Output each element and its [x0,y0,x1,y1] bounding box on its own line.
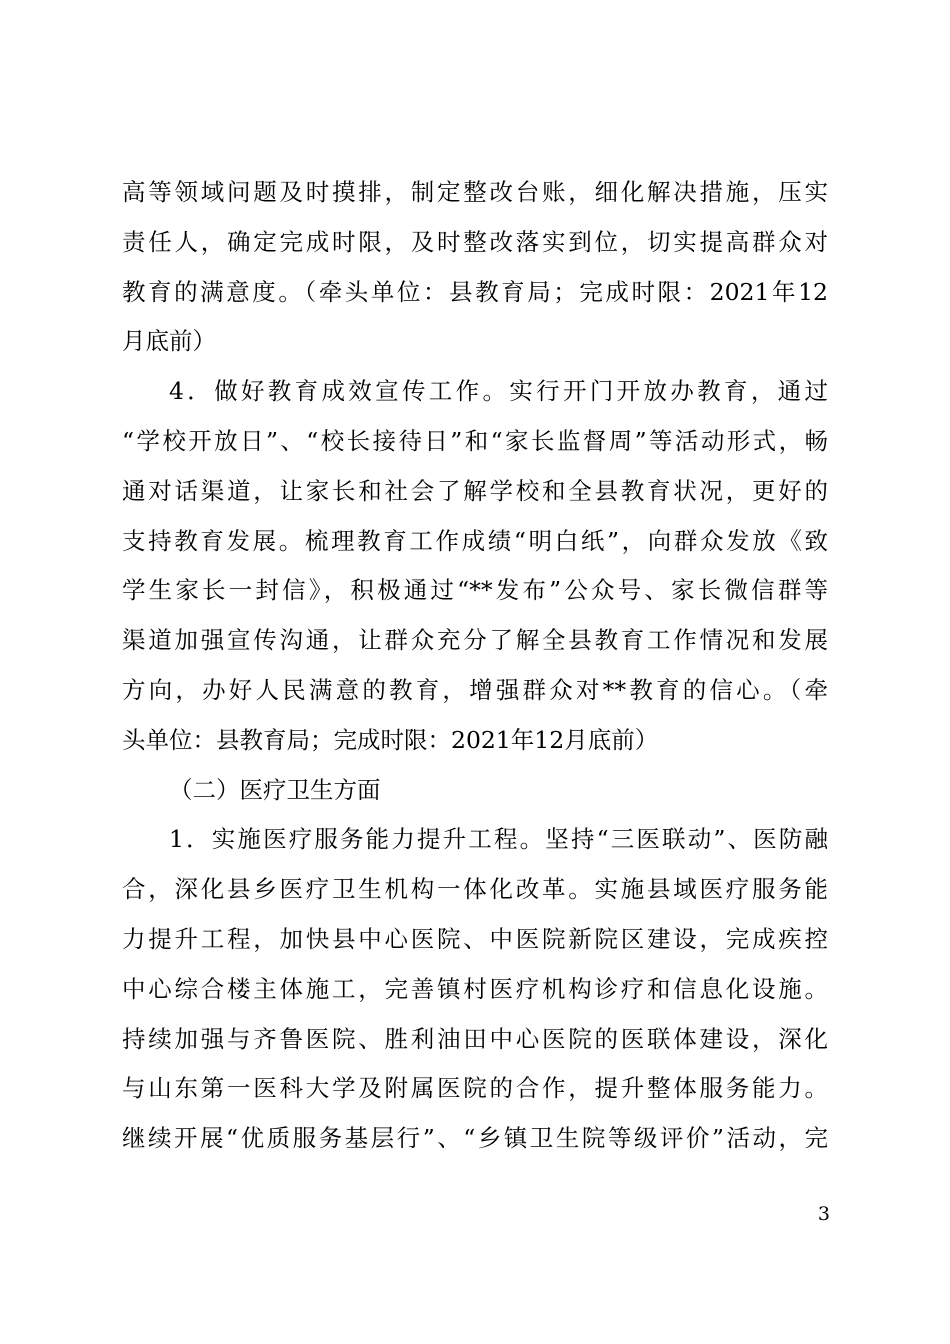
text-line: 持续加强与齐鲁医院、胜利油田中心医院的医联体建设，深化 [122,1024,828,1053]
text-line: 与山东第一医科大学及附属医院的合作，提升整体服务能力。 [122,1074,828,1103]
text-line: 高等领域问题及时摸排，制定整改台账，细化解决措施，压实 [122,178,828,206]
text-line: 合，深化县乡医疗卫生机构一体化改革。实施县域医疗服务能 [122,875,828,904]
text-line: 方向，办好人民满意的教育，增强群众对**教育的信心。（牵 [122,675,828,704]
text-line: 月底前） [122,327,216,356]
text-line: 学生家长一封信》，积极通过“**发布”公众号、家长微信群等 [122,576,828,605]
page-number: 3 [817,1203,830,1225]
text-line: 责任人，确定完成时限，及时整改落实到位，切实提高群众对 [122,227,828,256]
text-line: 4．做好教育成效宣传工作。实行开门开放办教育，通过 [169,377,828,406]
text-line: 头单位：县教育局；完成时限：2021年12月底前） [122,725,659,754]
body-text [122,168,828,1164]
text-line: 力提升工程，加快县中心医院、中医院新院区建设，完成疾控 [122,924,828,953]
section-heading: （二）医疗卫生方面 [169,775,381,804]
text-line: 继续开展“优质服务基层行”、“乡镇卫生院等级评价”活动，完 [122,1124,828,1153]
text-line: 通对话渠道，让家长和社会了解学校和全县教育状况，更好的 [122,476,828,505]
text-line: 渠道加强宣传沟通，让群众充分了解全县教育工作情况和发展 [122,626,828,655]
text-line: 中心综合楼主体施工，完善镇村医疗机构诊疗和信息化设施。 [122,974,828,1003]
text-line: “学校开放日”、“校长接待日”和“家长监督周”等活动形式，畅 [122,426,828,455]
text-line: 支持教育发展。梳理教育工作成绩“明白纸”，向群众发放《致 [122,526,828,555]
text-line: 教育的满意度。（牵头单位：县教育局；完成时限：2021年12 [122,277,828,306]
text-line: 1．实施医疗服务能力提升工程。坚持“三医联动”、医防融 [169,825,828,854]
